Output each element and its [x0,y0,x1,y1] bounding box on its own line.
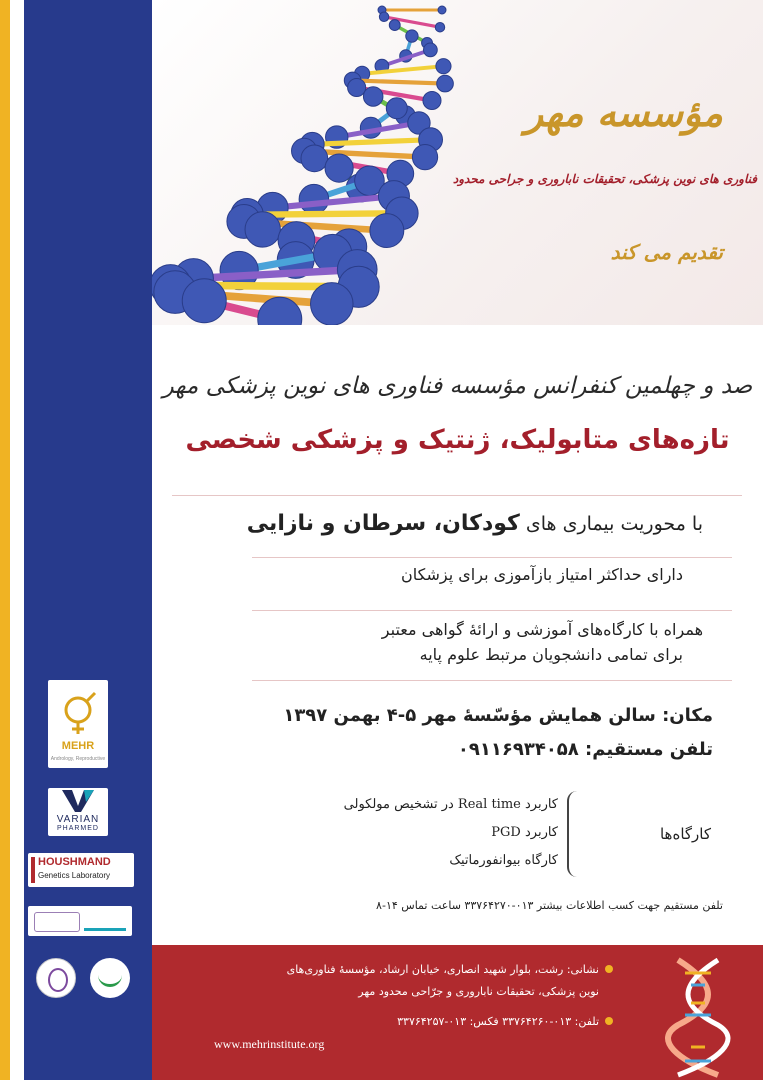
institute-subtitle: فناوری های نوین پزشکی، تحقیقات ناباروری و جراحی محدود [452,172,757,186]
address-text-1: نشانی: رشت، بلوار شهید انصاری، خیابان ارشاد، مؤسسهٔ فناوری‌های [286,963,599,976]
dna-bead [299,184,329,214]
dna-bead [389,20,400,31]
dna-bead [412,144,437,169]
dna-bead [370,214,404,248]
hands-leaf-icon [98,972,122,987]
varian-logo-subtext: PHARMED [56,825,99,832]
dna-rung [353,80,445,83]
mehr-logo-text: MEHR [61,740,95,752]
dna-bead [424,43,438,57]
divider-2 [252,557,732,558]
dna-bead [348,78,366,96]
dna-rung [273,196,394,208]
dna-bead [437,75,454,92]
circle-logo-1 [36,958,76,998]
dna-helix-icon [152,0,763,325]
address-line-1 [287,963,613,976]
main-title: تازه‌های متابولیک، ژنتیک و پزشکی شخصی [185,425,730,455]
focus-line [247,511,703,536]
houshmand-logo-text: HOUSHMAND [38,856,111,868]
dna-bead [379,12,388,21]
workshops-line-1: همراه با کارگاه‌های آموزشی و ارائهٔ گواهی معتبر [381,620,703,639]
dna-bead [245,212,280,247]
varian-v-icon [48,788,108,814]
hero-dna-image [152,0,763,325]
direct-phone: تلفن مستقیم: ۰۹۱۱۶۹۳۴۰۵۸ [457,739,713,760]
credits-line: دارای حداکثر امتیاز بازآموزی برای پزشکان [401,565,683,584]
workshop-item-1: کاربرد Real time در تشخیص مولکولی [343,797,558,812]
address-line-2: نوین پزشکی، تحقیقات ناباروری و جرّاحی محدود مهر [358,985,599,998]
focus-bold: کودکان، سرطان و نازایی [246,511,520,536]
mehr-logo [48,680,108,768]
dna-bead [325,154,353,182]
houshmand-logo [28,853,134,887]
footer-dna-icon [663,955,733,1080]
divider-3 [252,610,732,611]
mehr-logo-subtext: Andrology, Reproductive [50,756,106,762]
dna-bead [182,279,226,323]
phones-text: تلفن: ۰۱۳-۳۳۷۶۴۲۶۰ فکس: ۰۱۳-۳۳۷۶۴۲۵۷ [397,1015,599,1028]
presents-text: تقدیم می کند [610,240,723,264]
dna-rung [362,66,443,74]
dna-rung [194,270,358,279]
dna-bead [435,23,444,32]
dna-bead [386,98,407,119]
dna-bead [423,91,441,109]
website-link[interactable]: www.mehrinstitute.org [214,1037,325,1051]
dna-bar-icon [31,857,35,883]
main-content [152,325,763,945]
circle-logo-2 [90,958,130,998]
bullet-icon [605,965,613,973]
mehr-emblem-icon [48,680,108,740]
workshop-item-3: کارگاه بیوانفورماتیک [449,853,558,868]
dna-bead [438,6,446,14]
info-line: تلفن مستقیم جهت کسب اطلاعات بیشتر ۰۱۳-۳۳۷۶۴۲۷۰ ساعت تماس ۱۴-۸ [376,899,723,912]
divider-1 [172,495,742,496]
dna-bead [363,87,383,107]
footer [152,945,763,1080]
phones-line [397,1015,613,1028]
circle-logo-1-icon [48,968,68,992]
houshmand-logo-subtext: Genetics Laboratory [38,871,111,880]
dna-bead [436,59,451,74]
bullet-icon [605,1017,613,1025]
divider-4 [252,680,732,681]
location-line: مکان: سالن همایش مؤسّسهٔ مهر ۵-۴ بهمن ۱۳۹۷ [283,705,713,726]
focus-prefix: با محوریت بیماری های [525,513,703,535]
workshops-label: کارگاه‌ها [659,825,711,843]
dna-bead [310,283,353,325]
conference-title: صد و چهلمین کنفرانس مؤسسه فناوری های نوین پزشکی مهر [162,373,753,399]
white-stripe [10,0,24,1080]
partner-emblem-icon [34,912,80,932]
varian-logo [48,788,108,836]
dna-bead [301,145,328,172]
gold-stripe [0,0,10,1080]
institute-name: مؤسسه مهر [524,90,723,135]
workshops-brace-icon [567,791,579,877]
workshop-item-2: کاربرد PGD [491,825,558,840]
workshops-line-2: برای تمامی دانشجویان مرتبط علوم پایه [419,645,683,664]
partner-wordmark-icon [84,914,126,931]
partner-logo [28,906,132,936]
dna-bead [406,30,418,42]
varian-logo-text: VARIAN [56,814,100,825]
